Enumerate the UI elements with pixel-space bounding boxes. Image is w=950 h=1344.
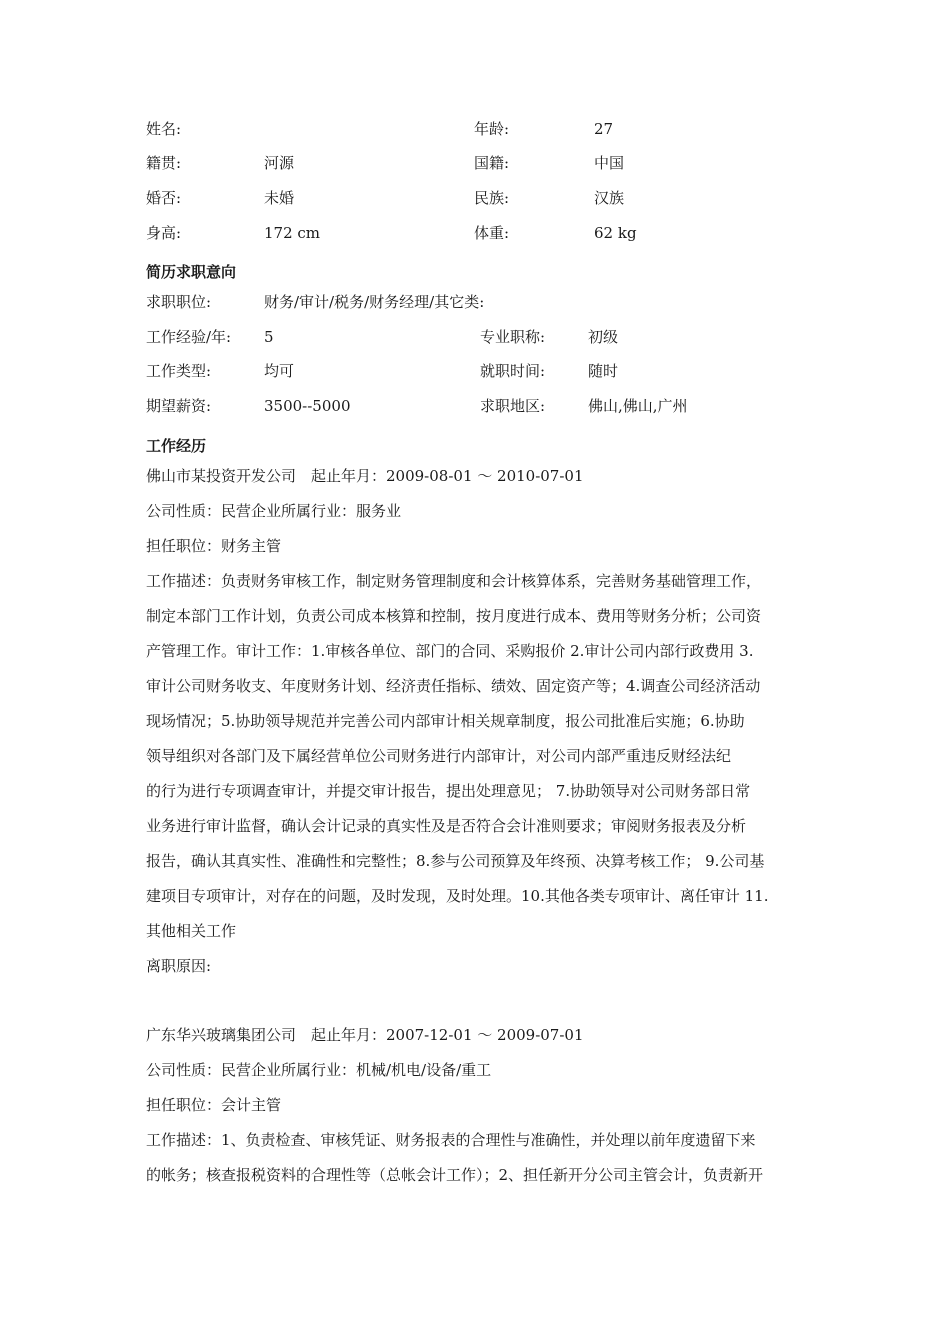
job-2-desc-line: 的帐务；核查报税资料的合理性等（总帐会计工作）；2、担任新开分公司主管会计，负责新开 <box>146 1166 764 1184</box>
job-type-value: 均可 <box>264 362 295 380</box>
salary-value: 3500--5000 <box>264 397 351 415</box>
professional-title-label: 专业职称: <box>480 328 546 346</box>
weight-value: 62 kg <box>594 224 637 242</box>
nationality-value: 中国 <box>594 154 625 172</box>
age-value: 27 <box>594 120 614 138</box>
job-1-desc-line: 制定本部门工作计划，负责公司成本核算和控制，按月度进行成本、费用等财务分析；公司资 <box>146 607 762 625</box>
experience-years-value: 5 <box>264 328 274 346</box>
name-label: 姓名: <box>146 120 182 138</box>
job-1-desc-line: 业务进行审计监督，确认会计记录的真实性及是否符合会计准则要求；审阅财务报表及分析 <box>146 817 747 835</box>
region-label: 求职地区: <box>480 397 546 415</box>
job-1-role: 担任职位：财务主管 <box>146 537 282 555</box>
job-type-label: 工作类型: <box>146 362 212 380</box>
position-value: 财务/审计/税务/财务经理/其它类: <box>264 293 485 311</box>
start-time-label: 就职时间: <box>480 362 546 380</box>
experience-years-label: 工作经验/年: <box>146 328 232 346</box>
job-1-desc-line: 建项目专项审计，对存在的问题，及时发现，及时处理。10.其他各类专项审计、离任审计 11. <box>146 887 769 905</box>
job-1-desc-line: 工作描述：负责财务审核工作，制定财务管理制度和会计核算体系，完善财务基础管理工作， <box>146 572 762 590</box>
height-label: 身高: <box>146 224 182 242</box>
job-1-desc-line: 其他相关工作 <box>146 922 237 940</box>
job-1-desc-line: 审计公司财务收支、年度财务计划、经济责任指标、绩效、固定资产等；4.调查公司经济活动 <box>146 677 761 695</box>
marital-value: 未婚 <box>264 189 295 207</box>
job-1-desc-line: 现场情况；5.协助领导规范并完善公司内部审计相关规章制度，报公司批准后实施；6.协助 <box>146 712 745 730</box>
experience-heading: 工作经历 <box>146 437 207 455</box>
job-2-nature: 公司性质：民营企业所属行业：机械/机电/设备/重工 <box>146 1061 492 1079</box>
job-1-leave-reason: 离职原因: <box>146 957 212 975</box>
job-1-nature: 公司性质：民营企业所属行业：服务业 <box>146 502 402 520</box>
job-1-desc-line: 报告，确认其真实性、准确性和完整性；8.参与公司预算及年终预、决算考核工作； 9.公司基 <box>146 852 765 870</box>
ethnicity-value: 汉族 <box>594 189 625 207</box>
job-1-desc-line: 产管理工作。审计工作：1.审核各单位、部门的合同、采购报价 2.审计公司内部行政费用 3. <box>146 642 754 660</box>
job-1-desc-line: 的行为进行专项调查审计，并提交审计报告，提出处理意见； 7.协助领导对公司财务部日常 <box>146 782 751 800</box>
position-label: 求职职位: <box>146 293 212 311</box>
intent-heading: 简历求职意向 <box>146 263 237 281</box>
ethnicity-label: 民族: <box>474 189 510 207</box>
nationality-label: 国籍: <box>474 154 510 172</box>
height-value: 172 cm <box>264 224 321 242</box>
job-2-role: 担任职位：会计主管 <box>146 1096 282 1114</box>
job-1-desc-line: 领导组织对各部门及下属经营单位公司财务进行内部审计，对公司内部严重违反财经法纪 <box>146 747 732 765</box>
job-2-desc-line: 工作描述：1、负责检查、审核凭证、财务报表的合理性与准确性，并处理以前年度遗留下来 <box>146 1131 756 1149</box>
native-place-value: 河源 <box>264 154 295 172</box>
weight-label: 体重: <box>474 224 510 242</box>
region-value: 佛山,佛山,广州 <box>588 397 688 415</box>
marital-label: 婚否: <box>146 189 182 207</box>
native-place-label: 籍贯: <box>146 154 182 172</box>
age-label: 年龄: <box>474 120 510 138</box>
job-1-header: 佛山市某投资开发公司 起止年月：2009-08-01 ～ 2010-07-01 <box>146 467 584 485</box>
start-time-value: 随时 <box>588 362 619 380</box>
professional-title-value: 初级 <box>588 328 619 346</box>
salary-label: 期望薪资: <box>146 397 212 415</box>
job-2-header: 广东华兴玻璃集团公司 起止年月：2007-12-01 ～ 2009-07-01 <box>146 1026 584 1044</box>
